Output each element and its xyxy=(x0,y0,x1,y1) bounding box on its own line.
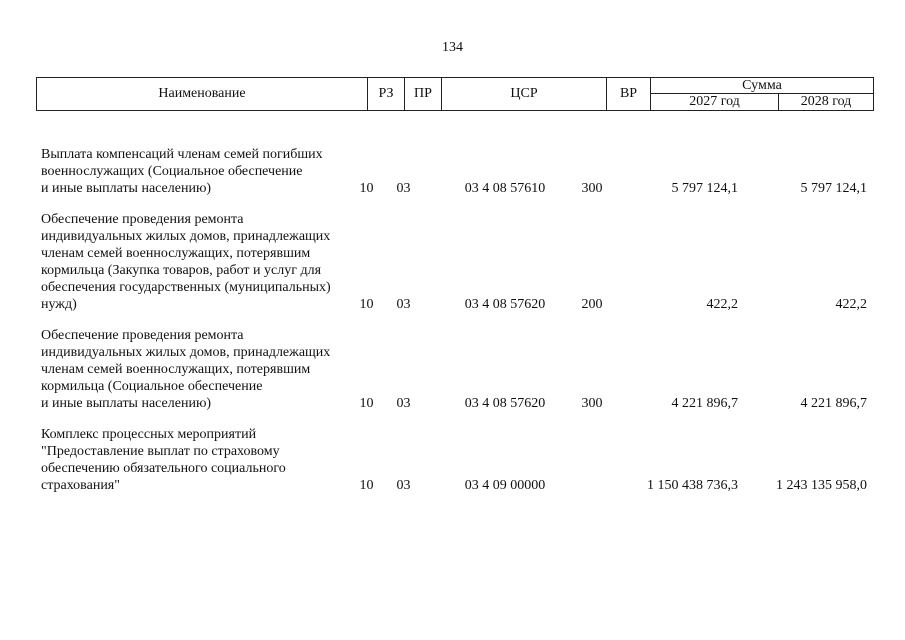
row-sum-2028: 4 221 896,7 xyxy=(800,396,867,411)
row-sum-2028: 1 243 135 958,0 xyxy=(776,478,867,493)
table-row xyxy=(0,146,905,197)
row-csr: 03 4 08 57610 xyxy=(464,181,546,196)
table-header xyxy=(36,77,874,111)
header-pr: ПР xyxy=(405,78,442,110)
row-pr: 03 xyxy=(396,297,411,312)
row-sum-2027: 1 150 438 736,3 xyxy=(647,478,738,493)
row-name: Выплата компенсаций членам семей погибших военнослужащих (Социальное обеспечение и иные выплаты населению) xyxy=(41,147,323,196)
row-name: Обеспечение проведения ремонта индивидуальных жилых домов, принадлежащих членам семей военнослужащих, потерявшим кормильца (Закупка товаров, работ и услуг для обеспечения государственных (муниципальных) нужд) xyxy=(41,212,331,312)
header-vr: ВР xyxy=(607,78,651,110)
row-rz: 10 xyxy=(359,478,374,493)
table-row xyxy=(0,327,905,412)
header-csr: ЦСР xyxy=(442,78,607,110)
row-rz: 10 xyxy=(359,297,374,312)
row-name: Обеспечение проведения ремонта индивидуальных жилых домов, принадлежащих членам семей военнослужащих, потерявшим кормильца (Социальное обеспечение и иные выплаты населению) xyxy=(41,328,331,411)
header-year-2027: 2027 год xyxy=(651,94,779,110)
row-pr: 03 xyxy=(396,396,411,411)
row-pr: 03 xyxy=(396,181,411,196)
table-row xyxy=(0,211,905,313)
row-csr: 03 4 08 57620 xyxy=(464,396,546,411)
header-name: Наименование xyxy=(37,78,368,110)
row-vr: 200 xyxy=(581,297,603,312)
row-csr: 03 4 09 00000 xyxy=(464,478,546,493)
row-rz: 10 xyxy=(359,181,374,196)
row-sum-2028: 5 797 124,1 xyxy=(800,181,867,196)
header-sum-group xyxy=(651,78,873,110)
row-rz: 10 xyxy=(359,396,374,411)
row-sum-2027: 5 797 124,1 xyxy=(671,181,738,196)
row-sum-2027: 422,2 xyxy=(706,297,738,312)
header-sum: Сумма xyxy=(651,78,873,94)
table-body xyxy=(0,146,905,508)
header-year-2028: 2028 год xyxy=(800,94,852,109)
table-row xyxy=(0,426,905,494)
header-rz: РЗ xyxy=(368,78,405,110)
row-sum-2028: 422,2 xyxy=(835,297,867,312)
row-csr: 03 4 08 57620 xyxy=(464,297,546,312)
row-vr: 300 xyxy=(581,181,603,196)
row-pr: 03 xyxy=(396,478,411,493)
row-sum-2027: 4 221 896,7 xyxy=(671,396,738,411)
page-number: 134 xyxy=(442,40,463,55)
row-name: Комплекс процессных мероприятий "Предоставление выплат по страховому обеспечению обязательного социального страхования" xyxy=(41,427,286,493)
row-vr: 300 xyxy=(581,396,603,411)
